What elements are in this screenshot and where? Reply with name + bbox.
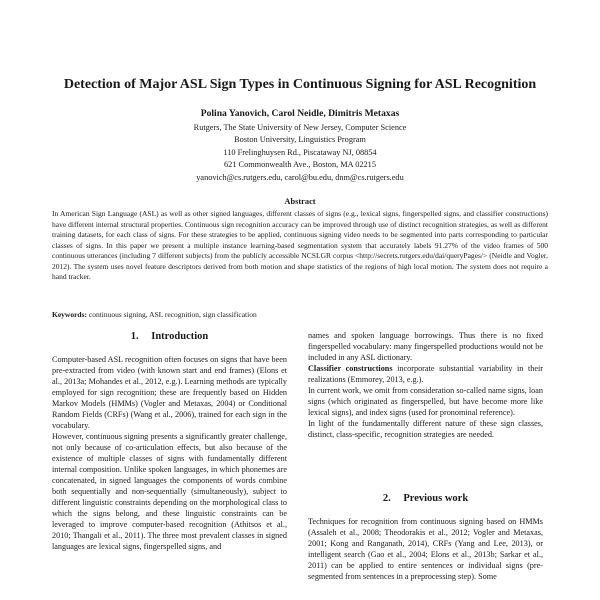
intro-paragraph-4 [308, 363, 543, 385]
intro-paragraph-6: In light of the fundamentally different nature of these sign classes, distinct, class-specific, recognition strategies are needed. [308, 419, 543, 439]
section-heading-introduction [52, 330, 287, 344]
right-column [308, 330, 543, 440]
abstract-text: In American Sign Language (ASL) as well as other signed languages, different classes of signs (e.g., lexical signs, fingerspelled signs, and classifier constructions) have different internal structural properties. Continuous sign recognition accuracy can be improved through use of distinct recognition strategies, as well as different training datasets, for each class of signs. For these strategies to be applied, continuous signing video needs to be segmented into parts corresponding to particular classes of signs. In this paper we present a multiple instance learning-based segmentation system that accurately labels 91.27% of the video frames of 500 continuous utterances (including 7 different subjects) from the publicly accessible NCSLGR corpus <http://secrets.rutgers.edu/dai/queryPages/> (Neidle and Vogler, 2012). The system uses novel feature descriptors derived from both motion and shape statistics of the regions of high local motion. The system does not require a hand tracker. [52, 209, 548, 281]
keywords-label: Keywords: [52, 310, 87, 319]
affiliation-line: Rutgers, The State University of New Jersey, Computer Science [193, 123, 407, 132]
intro-paragraph-5: In current work, we omit from consideration so-called name signs, loan signs (which originated as fingerspelled, but have become more like lexical signs), and index signs (used for pronominal reference). [308, 386, 543, 417]
affiliation-line: Boston University, Linguistics Program [234, 135, 366, 145]
section-number: 1. [130, 331, 139, 342]
section-heading-previous-work [308, 492, 543, 506]
author-emails: yanovich@cs.rutgers.edu, carol@bu.edu, dnm@cs.rutgers.edu [196, 172, 404, 182]
previous-work-section [308, 492, 543, 582]
section-title: Previous work [403, 493, 469, 504]
affiliation-line: 110 Frelinghuysen Rd., Piscataway NJ, 08854 [223, 147, 377, 157]
section-title: Introduction [151, 331, 209, 342]
abstract-heading: Abstract [284, 197, 316, 206]
intro-paragraph-3: names and spoken language borrowings. Thus there is no fixed fingerspelled vocabulary: many fingerspelled productions would not be included in any ASL dictionary. [308, 331, 543, 362]
affiliation-line: 621 Commonwealth Ave., Boston, MA 02215 [224, 160, 376, 170]
classifier-description: incorporate substantial variability in their realizations (Emmorey, 2013, e.g.). [308, 364, 543, 384]
previous-work-paragraph: Techniques for recognition from continuous signing based on HMMs (Assaleh et al., 2008; Theodorakis et al., 2012; Vogler and Metaxas, 2001; Kong and Ranganath, 2014), CRFs (Yang and Lee, 2013), or intelligent search (Gao et al., 2004; Elons et al., 2013b; Sarkar et al., 2011) can be applied to entire sentences or individual signs (pre-segmented from sentences in a preprocessing step). Some [308, 517, 543, 581]
section-number: 2. [382, 493, 391, 504]
paper-title: Detection of Major ASL Sign Types in Continuous Signing for ASL Recognition [63, 77, 537, 92]
intro-paragraph-2: However, continuous signing presents a significantly greater challenge, not only because of co-articulation effects, but also because of the existence of multiple classes of signs with fundamentally different internal composition. Unlike spoken languages, in which phonemes are concatenated, in signed languages the components of words combine both sequentially and non-sequentially (simultaneously), subject to different linguistic constraints depending on the morphological class to which the signs belong, and these linguistic constraints can be leveraged to improve computer-based recognition (Athitsos et al., 2010; Thangali et al., 2011). The three most prevalent classes in signed languages are lexical signs, fingerspelled signs, and [52, 432, 287, 551]
left-column [52, 330, 287, 552]
classifier-term: Classifier constructions [308, 364, 393, 373]
intro-paragraph-1: Computer-based ASL recognition often focuses on signs that have been pre-extracted from video (with known start and end frames) (Elons et al., 2013a; Mohandes et al., 2012, e.g.). Learning methods are typically employed for sign recognition; these are frequently based on Hidden Markov Models (HMMs) (Vogler and Metaxas, 2004) or Conditional Random Fields (CRFs) (Wang et al., 2006), trained for each sign in the vocabulary. [52, 355, 287, 430]
affiliations [40, 122, 560, 184]
keywords-text: continuous signing, ASL recognition, sign classification [88, 310, 257, 319]
author-list: Polina Yanovich, Carol Neidle, Dimitris Metaxas [200, 108, 400, 119]
keywords [52, 310, 548, 320]
